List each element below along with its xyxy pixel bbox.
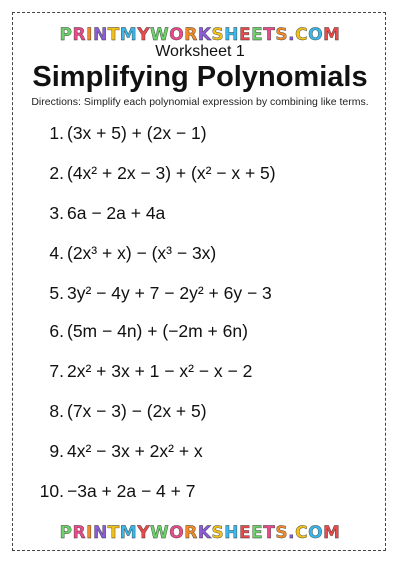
brand-letter: N xyxy=(92,25,108,45)
problem-expression: (3x + 5) + (2x − 1) xyxy=(67,123,207,143)
brand-letter: N xyxy=(92,523,108,543)
brand-letter: S xyxy=(275,523,289,543)
problem-expression: (2x³ + x) − (x³ − 3x) xyxy=(67,243,217,263)
brand-letter: Y xyxy=(137,523,151,543)
problem-expression: 2x² + 3x + 1 − x² − x − 2 xyxy=(67,361,253,381)
brand-letter: M xyxy=(119,25,138,45)
worksheet-subtitle: Worksheet 1 xyxy=(155,43,245,60)
brand-letter: O xyxy=(308,523,324,543)
brand-letter: K xyxy=(197,25,212,45)
brand-letter: Y xyxy=(137,25,151,45)
brand-letter: . xyxy=(288,523,296,543)
problem-number: 9. xyxy=(49,441,64,461)
brand-letter: C xyxy=(295,523,309,543)
brand-letter: R xyxy=(72,523,87,543)
brand-letter: . xyxy=(288,25,296,45)
brand-letter: R xyxy=(184,523,198,543)
problem-expression: (7x − 3) − (2x + 5) xyxy=(67,401,207,421)
brand-letter: S xyxy=(275,25,289,45)
problem-number: 8. xyxy=(49,401,64,421)
brand-letter: R xyxy=(72,25,87,45)
problem-number: 4. xyxy=(49,243,64,263)
problem-number: 6. xyxy=(49,321,64,341)
brand-letter: I xyxy=(86,25,93,45)
brand-letter: M xyxy=(323,25,341,45)
directions-text: Directions: Simplify each polynomial expression by combining like terms. xyxy=(31,96,369,108)
brand-letter: O xyxy=(308,25,324,45)
brand-letter: E xyxy=(239,523,252,543)
problem-number: 3. xyxy=(49,203,64,223)
brand-letter: O xyxy=(169,523,185,543)
brand-letter: M xyxy=(119,523,138,543)
brand-letter: H xyxy=(224,523,239,543)
brand-letter: K xyxy=(197,523,212,543)
brand-letter: C xyxy=(295,25,309,45)
brand-letter: M xyxy=(323,523,341,543)
brand-letter: E xyxy=(251,25,264,45)
brand-letter: P xyxy=(59,25,73,45)
brand-letter: H xyxy=(224,25,239,45)
problem-expression: 3y² − 4y + 7 − 2y² + 6y − 3 xyxy=(67,283,272,303)
brand-letter: T xyxy=(263,25,276,45)
problem-expression: 6a − 2a + 4a xyxy=(67,203,166,223)
brand-letter: W xyxy=(150,25,170,45)
worksheet-title: Simplifying Polynomials xyxy=(32,61,368,93)
brand-logo-bottom xyxy=(0,523,400,543)
problem-number: 2. xyxy=(49,163,64,183)
brand-letter: S xyxy=(211,523,225,543)
brand-letter: T xyxy=(263,523,276,543)
problem-number: 7. xyxy=(49,361,64,381)
brand-letter: T xyxy=(107,25,120,45)
brand-letter: S xyxy=(211,25,225,45)
brand-letter: P xyxy=(59,523,73,543)
problem-expression: −3a + 2a − 4 + 7 xyxy=(67,481,196,501)
brand-letter: O xyxy=(169,25,185,45)
problem-expression: (4x² + 2x − 3) + (x² − x + 5) xyxy=(67,163,276,183)
brand-logo-top xyxy=(0,25,400,45)
problem-number: 10. xyxy=(39,481,64,501)
brand-letter: E xyxy=(251,523,264,543)
problem-number: 5. xyxy=(49,283,64,303)
brand-letter: R xyxy=(184,25,198,45)
problem-expression: 4x² − 3x + 2x² + x xyxy=(67,441,203,461)
brand-letter: W xyxy=(150,523,170,543)
problem-number: 1. xyxy=(49,123,64,143)
problem-expression: (5m − 4n) + (−2m + 6n) xyxy=(67,321,248,341)
brand-letter: I xyxy=(86,523,93,543)
brand-letter: T xyxy=(107,523,120,543)
brand-letter: E xyxy=(239,25,252,45)
